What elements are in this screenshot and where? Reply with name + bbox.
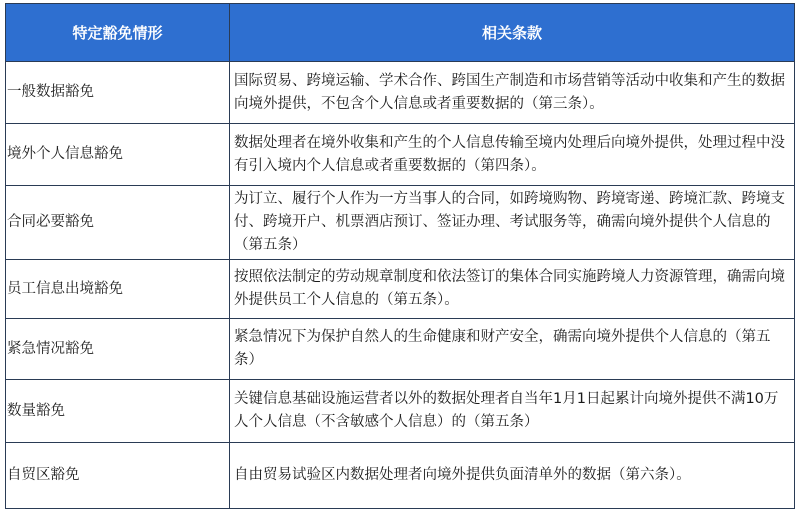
exemption-name: 员工信息出境豁免: [6, 260, 230, 319]
exemption-name: 自贸区豁免: [6, 443, 230, 509]
table-row: [6, 319, 795, 380]
exemption-table-container: [5, 3, 794, 509]
header-related-clause: 相关条款: [230, 4, 795, 62]
table-row: [6, 124, 795, 186]
table-header-row: [6, 4, 795, 62]
exemption-table: [5, 3, 795, 509]
exemption-name: 数量豁免: [6, 380, 230, 443]
exemption-name: 紧急情况豁免: [6, 319, 230, 380]
table-row: [6, 380, 795, 443]
exemption-name: 合同必要豁免: [6, 186, 230, 260]
table-row: [6, 62, 795, 124]
exemption-clause: 数据处理者在境外收集和产生的个人信息传输至境内处理后向境外提供，处理过程中没有引入境内个人信息或者重要数据的（第四条）。: [230, 124, 795, 186]
header-exemption-type: 特定豁免情形: [6, 4, 230, 62]
table-row: [6, 260, 795, 319]
exemption-clause: 为订立、履行个人作为一方当事人的合同，如跨境购物、跨境寄递、跨境汇款、跨境支付、跨境开户、机票酒店预订、签证办理、考试服务等，确需向境外提供个人信息的（第五条）: [230, 186, 795, 260]
exemption-clause: 国际贸易、跨境运输、学术合作、跨国生产制造和市场营销等活动中收集和产生的数据向境外提供，不包含个人信息或者重要数据的（第三条）。: [230, 62, 795, 124]
exemption-clause: 关键信息基础设施运营者以外的数据处理者自当年1月1日起累计向境外提供不满10万人个人信息（不含敏感个人信息）的（第五条）: [230, 380, 795, 443]
exemption-clause: 自由贸易试验区内数据处理者向境外提供负面清单外的数据（第六条）。: [230, 443, 795, 509]
exemption-clause: 紧急情况下为保护自然人的生命健康和财产安全，确需向境外提供个人信息的（第五条）: [230, 319, 795, 380]
exemption-clause: 按照依法制定的劳动规章制度和依法签订的集体合同实施跨境人力资源管理，确需向境外提供员工个人信息的（第五条）。: [230, 260, 795, 319]
exemption-name: 一般数据豁免: [6, 62, 230, 124]
table-row: [6, 186, 795, 260]
exemption-name: 境外个人信息豁免: [6, 124, 230, 186]
table-row: [6, 443, 795, 509]
